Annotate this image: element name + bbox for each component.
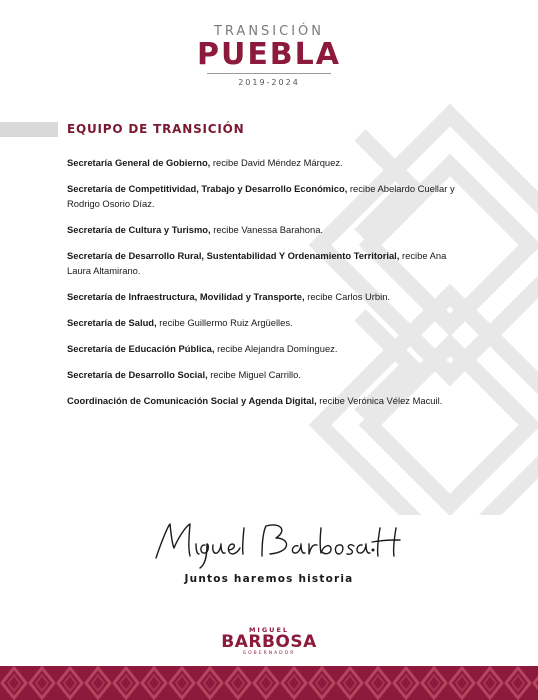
list-item	[67, 315, 467, 330]
list-item	[67, 367, 467, 382]
entry-recipient: recibe Abelardo Cuellar y Rodrigo Osorio Díaz.	[67, 183, 455, 209]
list-item	[67, 181, 467, 211]
logo-line-surname: BARBOSA	[221, 632, 317, 652]
entry-org: Secretaría de Salud,	[67, 317, 157, 328]
entry-recipient: recibe Ana Laura Altamirano.	[67, 250, 447, 276]
entry-recipient: recibe Alejandra Domínguez.	[214, 343, 338, 354]
list-item	[67, 155, 467, 170]
handwritten-signature	[0, 520, 538, 570]
list-item	[67, 289, 467, 304]
entry-org: Coordinación de Comunicación Social y Agenda Digital,	[67, 395, 317, 406]
decorative-footer-band	[0, 666, 538, 700]
header-title: PUEBLA	[196, 37, 342, 72]
entry-org: Secretaría de Cultura y Turismo,	[67, 224, 211, 235]
entry-recipient: recibe Verónica Vélez Macuil.	[316, 395, 443, 406]
header-rule	[207, 73, 331, 74]
transition-header	[0, 24, 538, 87]
entry-org: Secretaría de Competitividad, Trabajo y Desarrollo Económico,	[67, 183, 348, 194]
logo-line-first-name: MIGUEL	[248, 626, 290, 634]
logo-line-title: GOBERNADOR	[242, 651, 296, 656]
appointments-list	[67, 155, 467, 419]
header-kicker: TRANSICIÓN	[213, 24, 325, 39]
entry-recipient: recibe Vanessa Barahona.	[210, 224, 324, 235]
slogan: Juntos haremos historia	[184, 573, 354, 585]
list-item	[67, 248, 467, 278]
list-item	[67, 393, 467, 408]
entry-recipient: recibe David Méndez Márquez.	[210, 157, 343, 168]
entry-recipient: recibe Miguel Carrillo.	[207, 369, 301, 380]
barbosa-logo	[0, 626, 538, 657]
list-item	[67, 222, 467, 237]
entry-org: Secretaría de Educación Pública,	[67, 343, 215, 354]
list-item	[67, 341, 467, 356]
section-accent-bar	[0, 122, 58, 137]
entry-org: Secretaría General de Gobierno,	[67, 157, 211, 168]
entry-org: Secretaría de Infraestructura, Movilidad y Transporte,	[67, 291, 305, 302]
entry-recipient: recibe Guillermo Ruiz Argüelles.	[156, 317, 293, 328]
entry-org: Secretaría de Desarrollo Rural, Sustentabilidad Y Ordenamiento Territorial,	[67, 250, 400, 261]
entry-recipient: recibe Carlos Urbin.	[304, 291, 391, 302]
header-years: 2019-2024	[238, 78, 300, 87]
section-title: EQUIPO DE TRANSICIÓN	[67, 122, 245, 136]
entry-org: Secretaría de Desarrollo Social,	[67, 369, 208, 380]
